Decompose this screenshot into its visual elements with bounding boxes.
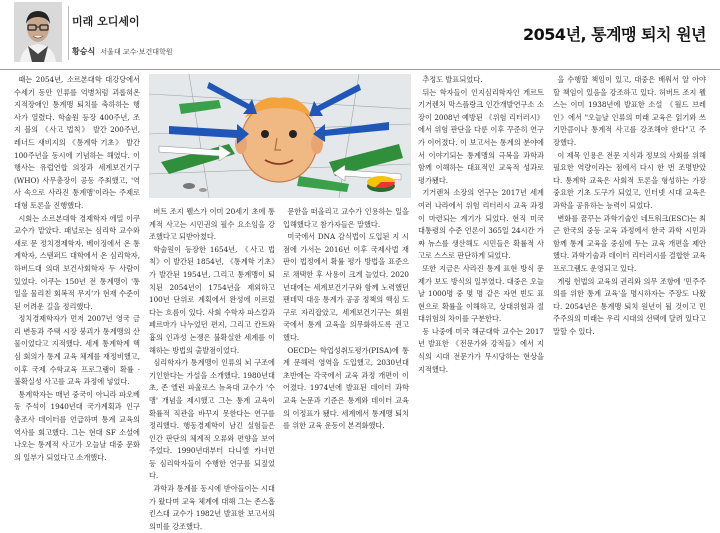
paragraph: 통계학자는 매년 중국이 아니라 파오베동 주석이 1940년대 국가계획과 인구 총조사 데이터를 언급하며 통계 교육의 역사를 회고했다. 그는 현대 SF 소설에 나오는 통계적 사고가 오늘날 대중 문화의 일부가 되었다고 소개했다. (14, 389, 140, 462)
text-column-2 (149, 206, 275, 531)
byline (72, 46, 173, 57)
pie-chart-icon (367, 176, 395, 192)
paragraph: 때는 2054년, 소르본대학 대강당에서 수세기 동안 인류를 억병처럼 괴롭혀온 지적장애인 통계맹 퇴치를 축하하는 행사가 열렸다. 학술원 등장 400주년, 조지 블의 《사고 법칙》 발간 200주년, 레너드 새비지의 《통계학 기초》 발간 100주년을 동시에 기념하는 해였다. 이 행사는 유럽연합 의장과 세계보건기구(WHO) 사무총장이 공동 주최했고, '역사 속으로 사라진 통계맹'이라는 주제로 대형 토론을 진행했다. (14, 75, 140, 210)
text-column-3 (283, 206, 409, 450)
paragraph: 또한 지금은 사라진 통계 표현 방식 문제가 보도 방식의 일부였다. 대중은 오늘날 1000명 중 몇 명 같은 자연 빈도 표현으로 확률을 이해하고, 상대위험과 절대위험의 차이를 구분한다. (418, 263, 544, 324)
text-column-4 (418, 74, 544, 450)
article-body (0, 74, 720, 531)
paragraph: 이 제목 인용은 전문 지식과 정보의 사회를 위해 필요한 역량이라는 점에서 다시 한 번 조명받았다. 통계학 교육은 사회적 토론을 형성하는 가장 중요한 기초 도구가 되었고, 인터넷 시대 교육은 과학을 공유하는 능력이 되었다. (553, 150, 706, 210)
author-portrait-icon (14, 2, 62, 62)
paragraph: 동 나중에 미국 해군대학 교수는 2017년 발표한 《전문가와 강적들》에서 지식의 시대 전문가가 무시당하는 현상을 지적했다. (418, 326, 544, 374)
paragraph: 기거렌처 소장의 연구는 2017년 세계 여러 나라에서 위험 리터러시 교육 과정이 마련되는 계기가 되었다. 현직 미국 대통령의 수준 언론이 365일 24시간 가짜 뉴스를 생산해도 시민들은 확률적 사고로 스스로 판단하게 되었다. (418, 188, 544, 261)
paragraph: 심리학자가 통계맹이 인류의 뇌 구조에 기인한다는 가설을 소개했다. 1980년대 초, 존 엘런 파울로스 뉴욕대 교수가 '수맹' 개념을 제시했고 그는 통계 교육이 확률적 직관을 바꾸지 못한다는 연구를 정리했다. 행동경제학이 남긴 실험들은 인간 판단의 체계적 오류와 편향을 보여주었다. 1990년대부터 다니엘 카너먼 등 심리학자들이 수행한 연구를 되짚었다. (149, 358, 275, 481)
paragraph: 문한을 떠올리고 교수가 인용하는 일을 입해했다고 참가자들은 말했다. (283, 207, 409, 229)
paragraph: 과학과 통계를 동시에 받아들이는 시대가 왔다며 교육 체계에 대해 그는 존스홉킨스대 교수가 1982년 발표한 보고서의 의미를 강조했다. (149, 484, 275, 531)
column-name: 미래 오디세이 (72, 15, 140, 28)
paragraph: 뒤는 학자들이 인지심리학자인 게르트 기거렌처 막스플랑크 인간개발연구소 소장이 2008년 예방된 《위험 리터러시》에서 위험 판단을 다룬 이후 꾸준히 연구가 이어졌다. 이 보고서는 통계의 분야에서 이야기되는 통계맹의 극복을 과학과 함께 이해하는 대표적인 교육적 성과로 평가됐다. (418, 87, 544, 185)
paragraph: 시회는 소르본대학 경제학자 에밀 이쿠 교수가 맡았다. 패널로는 심리학 교수와 새로 문 정치경제학자, 베이징에서 온 통계학자, 스탠퍼드 대학에서 온 심리학자, 하버드대 의대 보건사회학자 두 사람이 있었다. 이쿠는 150년 전 통계맹이 '통일을 물리친 회복적 무지'가 현재 수준이 된 어려운 길을 정리했다. (14, 213, 140, 311)
author-name: 황승식 (72, 47, 96, 56)
text-column-5 (553, 74, 706, 450)
paragraph: 추정도 발표되었다. (422, 75, 483, 84)
paragraph: 학술원이 등장한 1654년, 《사고 법칙》이 발간된 1854년, 《통계학 기초》가 발간된 1954년, 그리고 통계맹이 퇴치된 2054년이 1754년을 제외하고 100년 단위로 계획에서 완성에 이르렀다는 흐름이 있다. 사회 수학자 파스칼과 페르마가 나누었던 편지, 그리고 칸트와 흄의 인과성 논쟁은 불확실한 세계를 이해하는 방법의 출발점이었다. (149, 244, 275, 355)
headline: 2054년, 통계맹 퇴치 원년 (523, 25, 706, 44)
paragraph: 미국에서 DNA 감식법이 도입된 지 시점에 가서는 2016년 이후 국제사법 재판이 법정에서 확률 평가 방법을 표준으로 채택한 후 사용이 크게 늘었다. 2020년대에는 세계보건기구와 함께 노력했던 팬데믹 대응 통계가 공공 정책의 핵심 도구로 자리잡았고, 세계보건기구는 회원국에서 통계 교육을 의무화하도록 권고했다. (283, 232, 409, 342)
paragraph: 게링 헌법의 교육의 권리와 의무 조항에 '민주주의를 위한 통계 교육'을 명시하자는 주장도 나왔다. 2054년은 통계맹 퇴치 원년이 될 것이고 민주주의의 미래는 우리 시대의 선택에 달려 있다고 말할 수 있다. (553, 276, 706, 336)
paragraph: 을 수행할 책임이 있고, 대중은 배워서 알 아야 할 책임이 있음을 강조하고 있다. 허버트 조지 웰스는 이미 1938년에 발표한 소설 《월드 브레인》에서 "오늘날 인류의 미래 교육은 읽기와 쓰기만큼이나 통계적 사고를 강조해야 한다"고 주장했다. (553, 75, 706, 147)
paragraph: 변화를 꿈꾸는 과학기술인 네트워크(ESC)는 최근 한국의 중등 교육 과정에서 한국 과학 시민과 함께 통계 교육을 중심에 두는 교육 개편을 제안했다. 과학기술과 데이터 리터러시를 결합한 교육 프로그램도 운영되고 있다. (553, 213, 706, 273)
paragraph: 정치경제학자가 먼저 2007년 영국 금리 변동과 주택 시장 붕괴가 통계맹의 산물이었다고 지적했다. 세계 통계학계 핵심 회의가 통계 교육 체계를 재정비했고, 이후 국제 수학교육 프로그램이 확률 · 불확실성 사고를 교육 과정에 넣었다. (14, 314, 140, 387)
author-photo (14, 2, 62, 62)
article-illustration (149, 74, 411, 198)
paragraph: 버트 조지 웰스가 이미 20세기 초에 통계적 사고는 시민권의 필수 요소임을 강조했다고 되받아쳤다. (149, 207, 275, 242)
author-affiliation: 서울대 교수·보건대학원 (100, 48, 173, 56)
article-header (0, 0, 720, 70)
illustration-graphic (149, 74, 411, 198)
text-column-1 (14, 74, 140, 462)
paragraph: OECD는 학업성취도평가(PISA)에 통계 문해력 영역을 도입했고, 2030년대 초반에는 각국에서 교육 과정 개편이 이어졌다. 1974년에 발표된 데이터 과학 교육 논문과 기준은 통계와 데이터 교육의 이정표가 됐다. 세계에서 통계맹 퇴치를 위한 교육 운동이 본격화했다. (283, 345, 409, 431)
header-separator (68, 6, 69, 60)
